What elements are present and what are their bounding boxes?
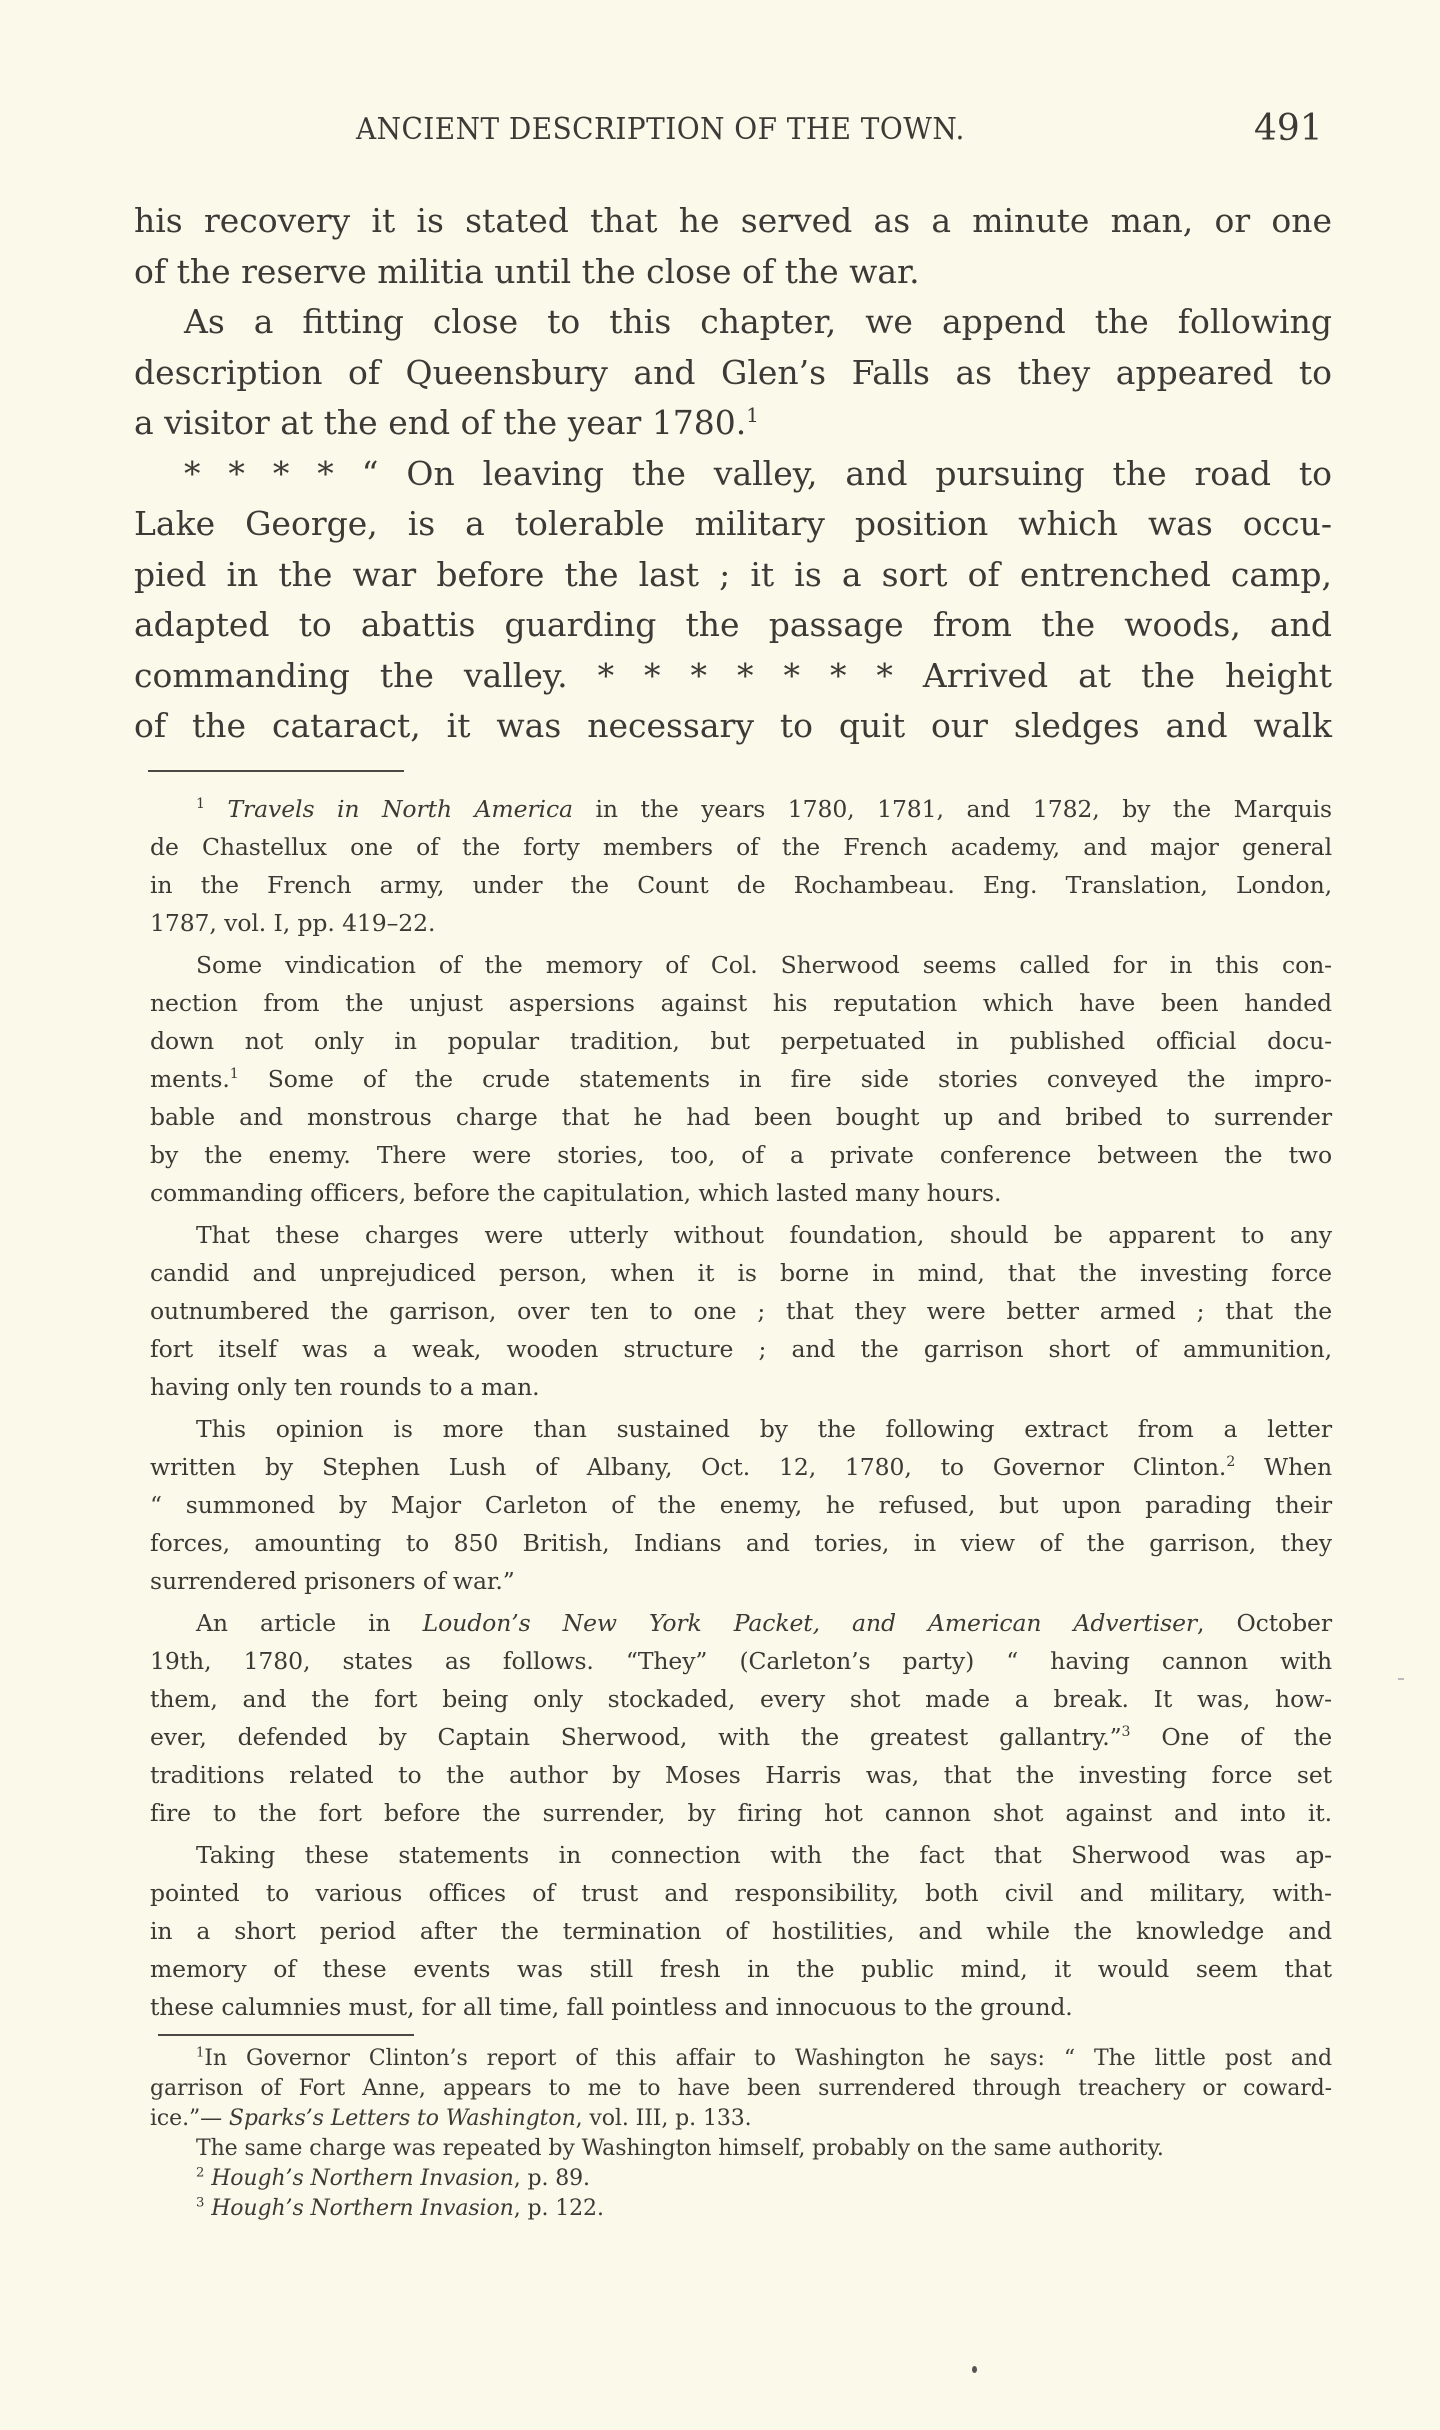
footnotes-top [150, 790, 1332, 2026]
note-paragraph-line: This opinion is more than sustained by the following extract from a letter [196, 1414, 1332, 1443]
footnote-1-line: 1787, vol. I, pp. 419–22. [150, 908, 436, 937]
footnotes-bottom [150, 2044, 1332, 2224]
main-line: of the cataract, it was necessary to quit our sledges and walk [134, 706, 1332, 745]
book-title: Hough’s Northern Invasion [211, 2165, 514, 2191]
note-paragraph-line [150, 1448, 1332, 1486]
footnote-text: , vol. III, p. 133. [575, 2105, 752, 2131]
book-title: Travels in North America [227, 794, 573, 823]
note-paragraph-line: in a short period after the termination of hostilities, and while the knowledge and [150, 1916, 1332, 1945]
footnote-ref[interactable]: 3 [1121, 1723, 1131, 1740]
footnote-marker: 1 [196, 2045, 205, 2061]
footnote-line [150, 2164, 1332, 2194]
note-paragraph-line [150, 1718, 1332, 1756]
body-text [134, 196, 1332, 2224]
book-title: Sparks’s Letters to Washington [228, 2105, 576, 2131]
note-paragraph-line: memory of these events was still fresh in the public mind, it would seem that [150, 1954, 1332, 1983]
note-paragraph-line: pointed to various offices of trust and responsibility, both civil and military, with- [150, 1878, 1332, 1907]
note-paragraph-line: surrendered prisoners of war.” [150, 1566, 515, 1595]
footnote-1-line: in the French army, under the Count de Rochambeau. Eng. Translation, London, [150, 870, 1332, 899]
main-line: of the reserve militia until the close of the war. [134, 251, 920, 291]
note-paragraph-line: bable and monstrous charge that he had been bought up and bribed to surrender [150, 1102, 1332, 1131]
page-number: 491 [1254, 108, 1323, 149]
footnote-1-line: de Chastellux one of the forty members of the French academy, and major general [150, 832, 1332, 861]
note-paragraph-line: outnumbered the garrison, over ten to one ; that they were better armed ; that the [150, 1296, 1332, 1325]
book-title: Hough’s Northern Invasion [211, 2195, 514, 2221]
main-line: description of Queensbury and Glen’s Falls as they appeared to [134, 352, 1332, 392]
note-paragraph-line: Some vindication of the memory of Col. Sherwood seems called for in this con- [196, 950, 1332, 979]
main-line-text: a visitor at the end of the year 1780. [134, 403, 747, 442]
running-title: ANCIENT DESCRIPTION OF THE TOWN. [356, 112, 965, 147]
footnote-ref[interactable]: 1 [229, 1065, 239, 1082]
note-paragraph-line: fort itself was a weak, wooden structure ; and the garrison short of ammunition, [150, 1334, 1332, 1363]
footnote-text: , p. 89. [513, 2165, 590, 2191]
footnote-line [150, 2044, 1332, 2074]
footnote-ref[interactable]: 1 [746, 404, 759, 427]
note-paragraph-line: down not only in popular tradition, but perpetuated in published official docu- [150, 1026, 1332, 1055]
footnote-text: ice.”— [150, 2105, 229, 2131]
main-line: adapted to abattis guarding the passage from the woods, and [134, 605, 1332, 644]
footnote-line: The same charge was repeated by Washington himself, probably on the same authority. [196, 2135, 1164, 2161]
footnote-text: In Governor Clinton’s report of this affair to Washington he says: “ The little post and [204, 2045, 1332, 2071]
footnote-divider [148, 770, 404, 772]
ink-speck [972, 2366, 977, 2373]
note-paragraph-line [150, 1604, 1332, 1642]
note-paragraph-line: by the enemy. There were stories, too, of a private conference between the two [150, 1140, 1332, 1169]
note-paragraph-line: traditions related to the author by Moses Harris was, that the investing force set [150, 1760, 1332, 1789]
footnote-line: garrison of Fort Anne, appears to me to have been surrendered through treachery or coward- [150, 2075, 1332, 2101]
note-text: ments. [150, 1064, 230, 1093]
ink-speck [1398, 1678, 1404, 1680]
footnote-ref[interactable]: 2 [1226, 1453, 1236, 1470]
note-paragraph-line: these calumnies must, for all time, fall pointless and innocuous to the ground. [150, 1992, 1073, 2021]
running-head [134, 108, 1334, 152]
note-paragraph-line: them, and the fort being only stockaded, every shot made a break. It was, how- [150, 1684, 1332, 1713]
main-line [134, 398, 1332, 449]
footnote-marker: 2 [196, 2165, 205, 2181]
footnote-1-line [150, 790, 1332, 828]
note-paragraph-line: That these charges were utterly without foundation, should be apparent to any [196, 1220, 1332, 1249]
note-paragraph-line: Taking these statements in connection with the fact that Sherwood was ap- [196, 1840, 1332, 1869]
note-text: One of the [1130, 1722, 1332, 1751]
footnote-divider-2 [158, 2034, 414, 2036]
main-line: As a fitting close to this chapter, we append the following [184, 302, 1332, 341]
footnote-marker: 3 [196, 2195, 205, 2211]
main-line: commanding the valley. * * * * * * * Arrived at the height [134, 655, 1332, 695]
note-paragraph-line: fire to the fort before the surrender, by firing hot cannon shot against and into it. [150, 1798, 1332, 1827]
note-paragraph-line: nection from the unjust aspersions against his reputation which have been handed [150, 988, 1332, 1017]
note-paragraph-line: candid and unprejudiced person, when it is borne in mind, that the investing force [150, 1258, 1332, 1287]
main-line: his recovery it is stated that he served as a minute man, or one [134, 201, 1332, 240]
main-text [134, 196, 1332, 752]
newspaper-title: Loudon’s New York Packet, and American Advertiser [422, 1608, 1198, 1637]
note-text: , October [1197, 1608, 1332, 1637]
note-paragraph-line [150, 1060, 1332, 1098]
footnote-line [150, 2194, 1332, 2224]
note-paragraph-line: having only ten rounds to a man. [150, 1372, 540, 1401]
note-paragraph-line: forces, amounting to 850 British, Indians and tories, in view of the garrison, they [150, 1528, 1332, 1557]
footnote-text: , p. 122. [513, 2195, 604, 2221]
footnote-text: in the years 1780, 1781, and 1782, by the Marquis [572, 794, 1332, 823]
note-paragraph-line: 19th, 1780, states as follows. “They” (Carleton’s party) “ having cannon with [150, 1646, 1332, 1675]
note-text: written by Stephen Lush of Albany, Oct. 12, 1780, to Governor Clinton. [150, 1452, 1227, 1481]
note-text: Some of the crude statements in fire side stories conveyed the impro- [238, 1064, 1332, 1093]
note-paragraph-line: commanding officers, before the capitulation, which lasted many hours. [150, 1178, 1002, 1207]
note-paragraph-line: “ summoned by Major Carleton of the enemy, he refused, but upon parading their [150, 1490, 1332, 1519]
main-line: Lake George, is a tolerable military position which was occu- [134, 504, 1332, 543]
note-text: When [1235, 1452, 1332, 1481]
footnote-line [150, 2104, 1332, 2134]
main-line: * * * * “ On leaving the valley, and pursuing the road to [184, 453, 1332, 493]
note-text: ever, defended by Captain Sherwood, with the greatest gallantry.” [150, 1722, 1122, 1751]
main-line: pied in the war before the last ; it is a sort of entrenched camp, [134, 554, 1332, 594]
note-text: An article in [196, 1608, 423, 1637]
footnote-marker: 1 [196, 795, 205, 812]
